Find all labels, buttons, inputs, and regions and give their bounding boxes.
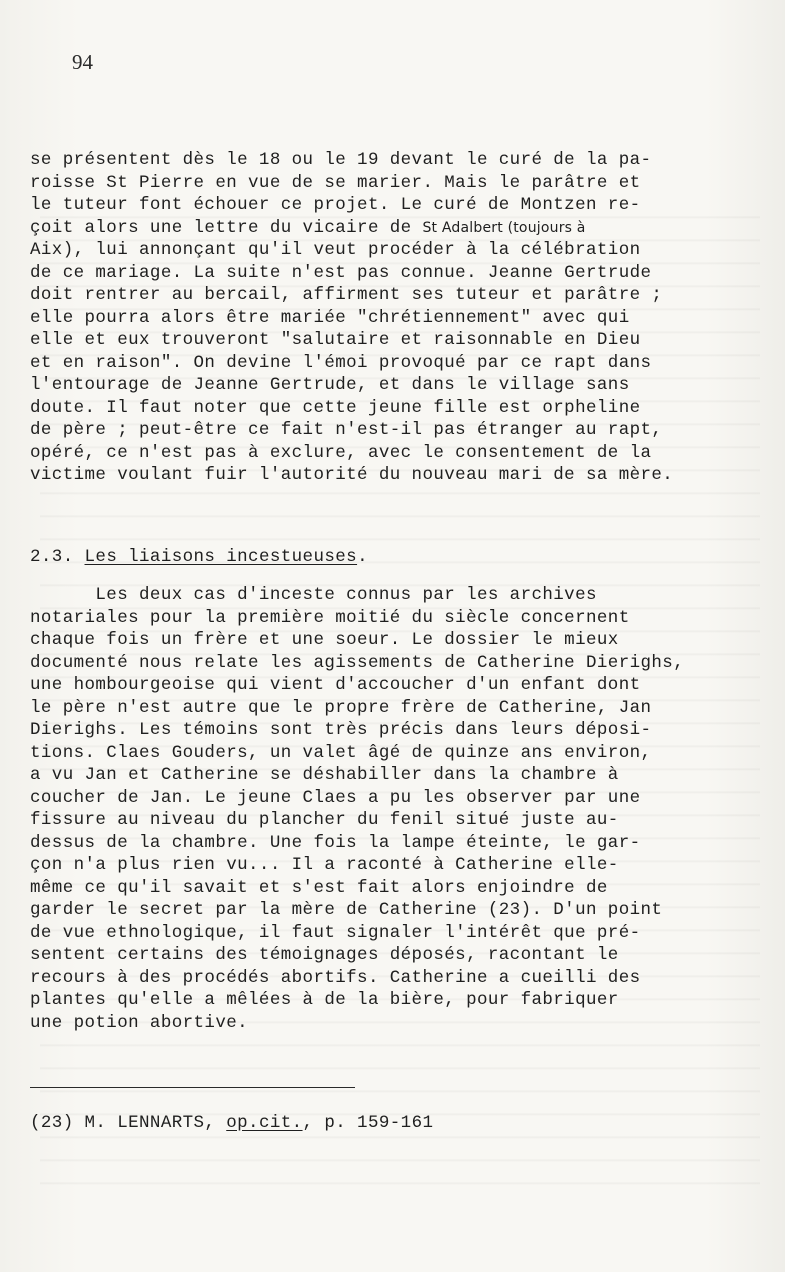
handwritten-insertion: St Adalbert (toujours à bbox=[422, 219, 586, 236]
page-number: 94 bbox=[72, 50, 93, 74]
footnote-op-cit: op.cit. bbox=[226, 1113, 303, 1133]
text-line: elle et eux trouveront "salutaire et raisonnable en Dieu bbox=[30, 330, 641, 350]
text-line: roisse St Pierre en vue de se marier. Mais le parâtre et bbox=[30, 172, 641, 193]
text-line: Les deux cas d'inceste connus par les archives bbox=[30, 585, 597, 605]
text-line: sentent certains des témoignages déposés, racontant le bbox=[30, 945, 619, 965]
text-line: chaque fois un frère et une soeur. Le dossier le mieux bbox=[30, 630, 619, 650]
text-line: de vue ethnologique, il faut signaler l'intérêt que pré- bbox=[30, 922, 641, 943]
text-line: doute. Il faut noter que cette jeune fille est orpheline bbox=[30, 397, 641, 418]
text-line: une potion abortive. bbox=[30, 1012, 249, 1033]
footnote-line bbox=[30, 1112, 710, 1135]
text-line bbox=[30, 217, 710, 240]
section-heading-line bbox=[30, 546, 710, 569]
text-line: une hombourgeoise qui vient d'accoucher d'un enfant dont bbox=[30, 675, 641, 695]
section-title-period: . bbox=[357, 547, 368, 567]
text-line: le père n'est autre que le propre frère de Catherine, Jan bbox=[30, 697, 652, 718]
paragraph-2 bbox=[30, 584, 710, 1034]
text-line: doit rentrer au bercail, affirment ses tuteur et parâtre ; bbox=[30, 285, 663, 305]
footnote-citation: (23) M. LENNARTS, bbox=[30, 1113, 227, 1133]
text-line: dessus de la chambre. Une fois la lampe éteinte, le gar- bbox=[30, 832, 641, 853]
footnote-divider bbox=[30, 1087, 355, 1088]
text-line: de père ; peut-être ce fait n'est-il pas étranger au rapt, bbox=[30, 420, 663, 440]
text-line: notariales pour la première moitié du siècle concernent bbox=[30, 607, 630, 628]
text-line: victime voulant fuir l'autorité du nouveau mari de sa mère. bbox=[30, 465, 674, 485]
section-title: Les liaisons incestueuses bbox=[84, 547, 358, 567]
footnote bbox=[30, 1112, 710, 1135]
text-line: documenté nous relate les agissements de Catherine Dierighs, bbox=[30, 652, 685, 673]
text-line: même ce qu'il savait et s'est fait alors enjoindre de bbox=[30, 877, 608, 898]
section-heading bbox=[30, 546, 710, 569]
text-line: elle pourra alors être mariée "chrétiennement" avec qui bbox=[30, 307, 630, 328]
text-line: Aix), lui annonçant qu'il veut procéder à la célébration bbox=[30, 240, 641, 260]
text-line: çon n'a plus rien vu... Il a raconté à Catherine elle- bbox=[30, 855, 619, 875]
text-line: se présentent dès le 18 ou le 19 devant le curé de la pa- bbox=[30, 150, 652, 170]
text-segment: çoit alors une lettre du vicaire de bbox=[30, 217, 423, 238]
footnote-pages: , p. 159-161 bbox=[302, 1113, 434, 1133]
text-line: coucher de Jan. Le jeune Claes a pu les observer par une bbox=[30, 787, 641, 808]
paragraph-1 bbox=[30, 149, 710, 487]
text-line: recours à des procédés abortifs. Catherine a cueilli des bbox=[30, 967, 641, 988]
text-line: Dierighs. Les témoins sont très précis dans leurs déposi- bbox=[30, 720, 652, 740]
text-line: opéré, ce n'est pas à exclure, avec le consentement de la bbox=[30, 442, 652, 463]
text-line: a vu Jan et Catherine se déshabiller dans la chambre à bbox=[30, 765, 619, 785]
text-line: plantes qu'elle a mêlées à de la bière, pour fabriquer bbox=[30, 990, 619, 1010]
text-line: fissure au niveau du plancher du fenil situé juste au- bbox=[30, 810, 619, 830]
text-line: le tuteur font échouer ce projet. Le curé de Montzen re- bbox=[30, 195, 641, 215]
text-line: tions. Claes Gouders, un valet âgé de quinze ans environ, bbox=[30, 742, 652, 763]
text-line: et en raison". On devine l'émoi provoqué par ce rapt dans bbox=[30, 352, 652, 373]
text-line: garder le secret par la mère de Catherine (23). D'un point bbox=[30, 900, 663, 920]
text-line: de ce mariage. La suite n'est pas connue. Jeanne Gertrude bbox=[30, 262, 652, 283]
section-number: 2.3. bbox=[30, 547, 85, 567]
text-line: l'entourage de Jeanne Gertrude, et dans le village sans bbox=[30, 375, 630, 395]
